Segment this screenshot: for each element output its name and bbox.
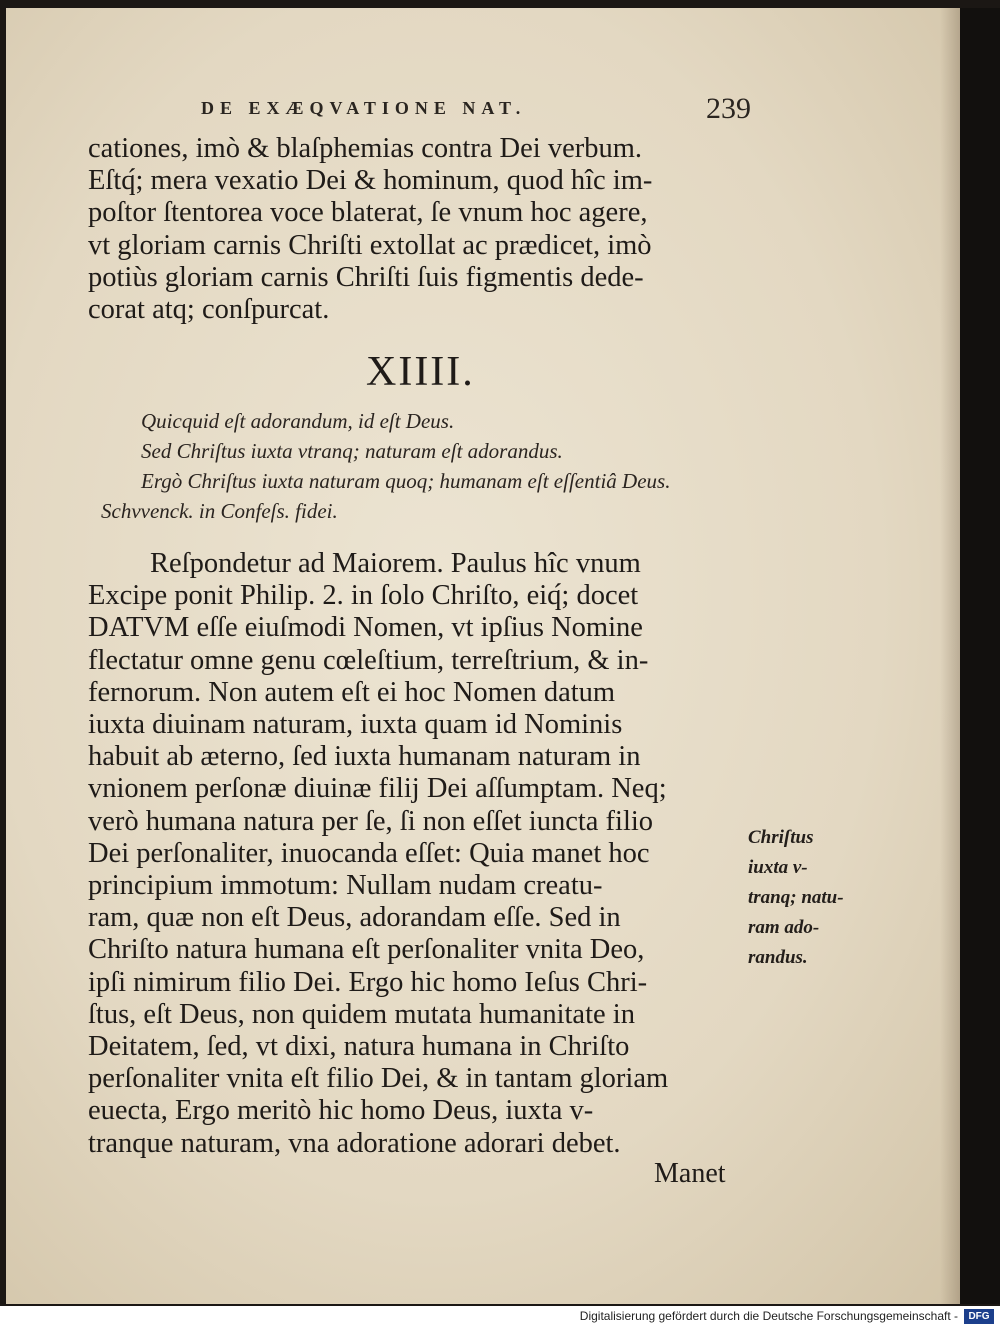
text-line: Reſpondetur ad Maiorem. Paulus hîc vnum — [150, 548, 641, 579]
running-head — [201, 92, 751, 128]
text-line: euecta, Ergo meritò hic homo Deus, iuxta v- — [88, 1095, 594, 1127]
margin-note-line: ram ado- — [748, 917, 820, 938]
footer-credit: Digitalisierung gefördert durch die Deutsche Forschungsgemeinschaft - — [579, 1309, 958, 1323]
quote-line: Ergò Chriſtus iuxta naturam quoq; humanam eſt eſſentiâ Deus. — [141, 469, 671, 493]
margin-note-line: iuxta v- — [748, 857, 808, 878]
text-line: habuit ab æterno, ſed iuxta humanam naturam in — [88, 741, 641, 773]
text-line: ipſi nimirum filio Dei. Ergo hic homo Ieſus Chri- — [88, 966, 648, 998]
text-line: potiùs gloriam carnis Chriſti ſuis figmentis dede- — [88, 261, 644, 293]
page-number: 239 — [706, 92, 751, 125]
text-line: cationes, imò & blaſphemias contra Dei verbum. — [88, 133, 643, 164]
text-line: perſonaliter vnita eſt filio Dei, & in tantam gloriam — [88, 1063, 669, 1095]
text-line: vt gloriam carnis Chriſti extollat ac prædicet, imò — [88, 229, 652, 261]
text-line: Dei perſonaliter, inuocanda eſſet: Quia manet hoc — [88, 837, 650, 869]
text-line: ram, quæ non eſt Deus, adorandam eſſe. Sed in — [88, 902, 621, 934]
text-line: DATVM eſſe eiuſmodi Nomen, vt ipſius Nomine — [88, 612, 643, 644]
scan-background-strip — [960, 8, 1000, 1304]
text-line: fernorum. Non autem eſt ei hoc Nomen datum — [88, 676, 616, 708]
text-line: principium immotum: Nullam nudam creatu- — [88, 870, 603, 902]
page-edge-shadow — [940, 8, 960, 1304]
text-line: iuxta diuinam naturam, iuxta quam id Nominis — [88, 709, 623, 741]
text-line: vnionem perſonæ diuinæ filij Dei aſſumptam. Neq; — [88, 773, 667, 805]
running-head-title: DE EXÆQVATIONE NAT. — [201, 98, 527, 118]
quote-source: Schvvenck. in Confeſs. fidei. — [101, 499, 338, 523]
margin-note-line: randus. — [748, 947, 808, 968]
text-line: tranque naturam, vna adoratione adorari debet. — [88, 1127, 621, 1159]
margin-note-line: Chriſtus — [748, 827, 814, 848]
footer-bar — [0, 1306, 1000, 1327]
book-page — [6, 8, 960, 1304]
margin-note — [748, 823, 844, 973]
paragraph-2 — [88, 548, 668, 1160]
quote-line: Sed Chriſtus iuxta vtranq; naturam eſt adorandus. — [141, 439, 563, 463]
text-line: flectatur omne genu cœleſtium, terreſtrium, & in- — [88, 644, 649, 676]
text-line: Excipe ponit Philip. 2. in ſolo Chriſto, eiq́; docet — [88, 580, 639, 612]
dfg-logo[interactable]: DFG — [964, 1309, 994, 1324]
text-line: verò humana natura per ſe, ſi non eſſet iuncta filio — [88, 805, 654, 837]
text-line: corat atq; conſpurcat. — [88, 294, 330, 326]
syllogism-quote — [101, 406, 670, 526]
text-line: Chriſto natura humana eſt perſonaliter vnita Deo, — [88, 934, 645, 966]
quote-line: Quicquid eſt adorandum, id eſt Deus. — [141, 409, 455, 433]
catchword: Manet — [654, 1158, 726, 1189]
text-line: ſtus, eſt Deus, non quidem mutata humanitate in — [88, 998, 635, 1030]
margin-note-line: tranq; natu- — [748, 887, 844, 908]
text-line: Eſtq́; mera vexatio Dei & hominum, quod hîc im- — [88, 165, 653, 197]
section-heading: XIIII. — [366, 349, 475, 395]
paragraph-1 — [88, 133, 652, 326]
text-line: poſtor ſtentorea voce blaterat, ſe vnum hoc agere, — [88, 197, 648, 229]
text-line: Deitatem, ſed, vt dixi, natura humana in Chriſto — [88, 1031, 630, 1063]
